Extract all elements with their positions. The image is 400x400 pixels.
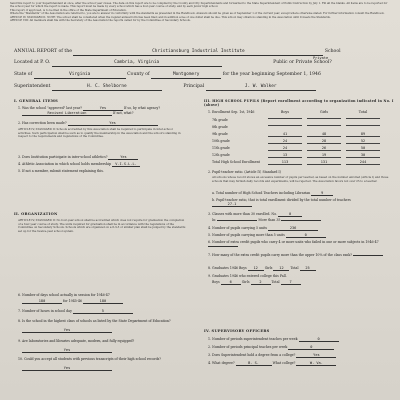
supervisory-q1-label: 1. Number of periods superintendent teaches per week [208,337,298,341]
pupils-q8-label: 8. Graduates 1946 [208,266,238,270]
general-q3-value: Yes [120,155,127,159]
pupils-q2-paragraph: All schools whose record shows an excessive number of pupils per teacher, as based on the number enrolled (Article I) and those schools that may furnish daily records and experiments, will be rejected. The Association favors not over 25 to a teacher. [212,175,389,183]
pupils-q7-field[interactable] [353,255,383,256]
enrollment-girls-cell[interactable]: 48 [307,132,341,137]
pupils-q5-field[interactable] [286,233,326,238]
organization-q7-field[interactable] [73,309,133,314]
pupils-q9-total-field[interactable] [281,280,301,285]
general-q1b-field[interactable] [22,111,112,116]
pupils-q9-total-value: 7 [289,280,292,284]
school-name-field[interactable] [73,49,323,56]
enrollment-total-total-cell[interactable]: 244 [346,160,380,165]
enrollment-total-boys-cell[interactable]: 113 [268,160,302,165]
general-q3 [18,155,138,160]
enrollment-boys-cell[interactable]: 24 [268,146,302,151]
organization-q9 [18,339,188,343]
location-field[interactable] [52,60,222,67]
enrollment-girls-cell[interactable] [307,118,341,119]
general-q2-label: 2. Has correction been made? [18,121,67,125]
organization-q9-value: Yes [63,348,71,352]
organization-q6-a-field[interactable] [22,299,62,304]
general-q1-value: Yes [99,106,107,110]
pupils-q7 [208,253,390,257]
superintendent-value: H. C. Shelborne [87,84,127,89]
enrollment-girls-cell[interactable]: 19 [307,153,341,158]
school-year-label: for the year beginning September 1, 1946 [222,72,321,77]
organization-q7-value: 5 [101,309,104,313]
column-total-header: Total [358,110,368,114]
pupils-q9-total-label: Total [271,280,280,284]
general-article-text [18,128,186,139]
column-boys-header: Boys [280,110,290,114]
instructions-line: This report, if approved, is to be filed in the office of the State Department of Education. [10,8,127,12]
public-private-label: Public or Private School? [273,60,332,65]
principal-field[interactable] [206,84,316,91]
supervisory-q3-field[interactable] [296,353,336,358]
general-article-paragraph: ARTICLE IV, STANDARD II: Schools accredited by this Association shall be required to participate in inter-school activities. Such participation shall be such as to qualify the membership in the Association and the school's standing in respect to the requirements and regulations of the Committee. [18,127,181,138]
enrollment-boys-cell[interactable] [268,125,302,126]
pupils-q9-boys-label: Boys [212,280,220,284]
pupils-q8-boys-value: 12 [253,266,258,270]
general-q4-value: V.I.S.L.L. [115,162,137,166]
school-label: School [324,49,341,54]
pupils-q8-total-label: Total [290,266,299,270]
general-q4 [18,162,140,167]
organization-q6-b-label: for 1945-46 [63,299,82,303]
supervisory-q4-b-label: What college? [272,361,296,365]
supervisory-q4-field[interactable] [236,361,272,366]
location-label: Located at P. O. [14,60,51,65]
supervisory-q4-b-value: W. Va. [309,361,323,365]
principal-value: J. W. Walker [244,84,277,89]
organization-q8-label: 8. Is the school in the highest class of schools as listed by the State Department of Education? [18,319,171,323]
supervisory-q2-field[interactable] [288,345,334,350]
supervisory-q4 [208,361,336,366]
enrollment-total-cell[interactable] [346,118,380,119]
general-q2-field[interactable] [68,121,158,126]
supervisory-q4-b-field[interactable] [296,361,336,366]
pupils-q3-c-field[interactable] [281,220,321,221]
pupils-q8-boys-label: Boys [238,266,247,270]
column-girls-header: Girls [319,110,329,114]
instructions-line: Send this report to your Superintendent at once, after the school year closes. The data on this report are to be compiled by the County and City Superintendents and forwarded to the State Superintendent of Public Instruction by July 1. Fill all the blanks. All items are to be reported for the school year for which the report is made. This report must be made by every school which has a four-year course of study, and by each junior high school. [10,2,388,9]
county-value: Montgomery [173,72,200,77]
general-q5-label: 5. If not a member, submit statement explaining this. [18,169,104,173]
organization-q8 [18,319,188,323]
state-label: State of [14,72,33,77]
general-q2 [18,121,158,126]
organization-q6-a-value: 180 [38,299,46,303]
supervisory-q4-label: 4. What degree? [208,361,235,365]
pupils-q3-b-field[interactable] [217,220,257,221]
enrollment-girls-cell[interactable]: 28 [307,139,341,144]
organization-q10-label: 10. Could you accept all students with previous transcripts of their high school records? [18,357,161,361]
organization-q10-answer-row [22,366,112,371]
location-value: Cambria, Virginia [114,60,160,65]
pupils-q2b [212,198,390,207]
state-county-row [14,72,321,79]
general-q1-note: If not, what? [113,111,134,115]
supervisory-q1-field[interactable] [299,337,339,342]
pupils-q7-label: 7. How many of the extra credit pupils carry more than the upper 10% of the class rank? [208,253,352,257]
pupils-q8-girls-value: 12 [279,266,284,270]
organization-q10-field[interactable] [22,366,112,371]
general-q3-field[interactable] [108,155,138,160]
organization-q6 [18,293,110,297]
pupils-q8 [208,266,316,271]
enrollment-grade-label: 9th grade [212,132,228,136]
enrollment-total-label: Total High School Enrollment [212,160,260,164]
organization-article-text [18,219,186,233]
supervisory-q2-label: 2. Number of periods principal teaches per week [208,345,288,349]
pupils-q9-values [212,280,301,285]
organization-q8-answer-row [22,328,112,333]
pupils-q9-boys-field[interactable] [221,280,241,285]
pupils-q8-girls-field[interactable] [273,266,289,271]
pupils-q3 [208,212,302,217]
organization-q10 [18,357,188,361]
section-supervisory-heading: IV. SUPERVISORY OFFICERS [204,329,270,333]
superintendent-label: Superintendent [14,84,51,89]
pupils-q9-girls-value: 2 [259,280,262,284]
enrollment-grade-label: 12th grade [212,153,230,157]
enrollment-total-girls-cell[interactable]: 131 [307,160,341,165]
section-general-heading: I. GENERAL ITEMS [14,99,59,103]
pupils-q4-value: 236 [289,226,297,230]
enrollment-boys-cell[interactable]: 13 [268,153,302,158]
organization-q8-field[interactable] [22,328,112,333]
state-field[interactable] [34,72,126,79]
pupils-q8-girls-label: Girls [264,266,273,270]
instructions-line: ARTICLE IV. STANDARD II. NOTE: The school shall be considered when the regular annual form has been filed; and in addition a fee of one dollar shall be due. This school may obtain no standing in the Association until it meets the Standards. [10,15,331,19]
section-pupils-heading: III. HIGH SCHOOL PUPILS (Report enrollment according to organization indicated in No. I (above) [204,99,394,107]
supervisory-q3 [208,353,336,358]
pupils-q9-boys-value: 6 [229,280,232,284]
pupils-q5 [208,233,326,238]
instructions-line: ARTICLE VIII: All members shall file with the Secretary of the Association the reports called for by the Committee of Secondary Schools. [10,19,191,23]
enrollment-grade-label: 8th grade [212,125,228,129]
pupils-q2a-field[interactable] [311,191,333,196]
pupils-q2a-label: a. Total number of High School Teachers including Librarian [212,191,311,195]
organization-q9-field[interactable] [22,348,112,353]
enrollment-total-cell[interactable] [346,125,380,126]
enrollment-total-cell[interactable]: 30 [346,153,380,158]
organization-q7-label: 7. Number of hours in school day [18,309,72,313]
pupils-q4-field[interactable] [268,226,318,231]
pupils-q3-c-label: More than 35 [258,218,281,222]
report-title-row [14,49,341,56]
instructions-line: Where the "Standards" of the Association are referred to, you are to answer in conformity with the standards as presented in the Handbook. Answers should be given as of September 1 of the current year, except where otherwise stated. For further information consult the Handbook. [10,12,385,16]
organization-q6-b-field[interactable] [83,299,123,304]
pupils-q3-b-label: In: [212,218,217,222]
supervisory-q3-label: 3. Does Superintendent hold a degree from a college? [208,353,296,357]
pupils-q2b-label: b. Pupil-teacher ratio, that is total enrollment divided by the total number of teachers [212,198,351,202]
pupils-q8-total-field[interactable] [300,266,316,271]
general-q4-field[interactable] [112,162,140,167]
school-name-value: Christiansburg Industrial Institute [152,49,245,54]
pupils-q2a [212,191,333,196]
public-private-answer: Private [313,56,329,60]
pupils-q3-label: 3. Classes with more than 30 enrolled. No. [208,212,278,216]
pupils-q3-field[interactable] [278,212,302,217]
pupils-q3-value: 0 [289,212,292,216]
pupils-q5-value: 0 [304,233,307,237]
pupils-q8-boys-field[interactable] [248,266,264,271]
enrollment-grade-label: 7th grade [212,118,228,122]
pupils-q2-label: 2. Pupil-teacher ratio. (Article IV, Standard I) [208,170,281,174]
organization-q6-values [22,299,123,304]
pupils-q4 [208,226,318,231]
organization-q9-label: 9. Are laboratories and libraries adequate, modern, and fully equipped? [18,339,135,343]
officials-row [14,84,316,91]
enrollment-total-cell[interactable]: 52 [346,139,380,144]
enrollment-grade-label: 10th grade [212,139,230,143]
general-q4-label: 4. Athletic Association in which school holds membership [18,162,112,166]
supervisory-q1-value: 0 [317,337,320,341]
pupils-q9-girls-label: Girls [241,280,250,284]
pupils-q6 [208,240,390,248]
state-value: Virginia [69,72,91,77]
enrollment-boys-cell[interactable]: 41 [268,132,302,137]
pupils-q6-field[interactable] [208,246,238,247]
supervisory-q2 [208,345,334,350]
report-title-label: ANNUAL REPORT of the [14,49,72,54]
pupils-q2-text [212,176,390,183]
general-q1b [22,111,133,116]
pupils-q9-label: 9. Graduates 1946 who entered college this Fall. [208,274,287,278]
supervisory-q2-value: 0 [310,345,313,349]
general-q5 [18,169,104,173]
pupils-q9 [208,274,287,278]
organization-q8-value: Yes [63,328,71,332]
principal-label: Principal [183,84,205,89]
organization-q9-answer-row [22,348,112,353]
county-field[interactable] [151,72,221,79]
general-q1b-label: If so, by what agency? [123,106,161,110]
organization-q6-label: 6. Number of days school actually in session for 1946-47 [18,293,110,297]
general-q3-label: 3. Does Institution participate in inter-school athletics? [18,155,108,159]
instructions-block [10,2,390,22]
supervisory-q3-value: Yes [313,353,320,357]
supervisory-q4-value: B. S. [248,361,259,365]
organization-article-paragraph: ARTICLE IV, STANDARD II: No four-year school shall be accredited which does not require for graduation the completion of a four-year course of study. The units required for graduation shall be in accordance with the regulations of the Committee on Secondary Schools. Schools which are organized on a 6-3-3 or similar plan shall be judged by the standards set up for the twelve-year school system. [18,218,186,233]
enrollment-label: 1. Enrollment Sep. 1st, 1946 [208,110,255,114]
general-q1b-value: Revised Liberation [47,111,87,115]
enrollment-boys-cell[interactable]: 24 [268,139,302,144]
organization-q6-b-value: 180 [99,299,107,303]
enrollment-girls-cell[interactable]: 26 [307,146,341,151]
general-q1-label: 1. Was the school "approved" last year? [18,106,82,110]
supervisory-q1 [208,337,339,342]
pupils-q2b-value: 27.1 [227,202,237,207]
pupils-q2a-value: 9 [321,191,324,195]
enrollment-boys-cell[interactable] [268,118,302,119]
pupils-q6-label: 6. Number of extra credit pupils who carry 4 or more units who failed in one or more subjects in 1946-47 [208,240,379,244]
organization-q10-value: Yes [63,366,71,370]
pupils-q5-label: 5. Number of pupils carrying more than 5 units [208,233,285,237]
organization-q7 [18,309,133,314]
pupils-q2b-field[interactable] [212,202,252,207]
pupils-q4-label: 4. Number of pupils carrying 5 units [208,226,268,230]
enrollment-girls-cell[interactable] [307,125,341,126]
superintendent-field[interactable] [52,84,162,91]
pupils-q3-more [212,218,321,222]
pupils-q8-total-value: 25 [305,266,310,270]
enrollment-total-cell[interactable]: 50 [346,146,380,151]
section-organization-heading: II. ORGANIZATION [14,212,58,216]
county-label: County of [127,72,150,77]
general-q2-value: Yes [109,121,116,125]
enrollment-total-cell[interactable]: 89 [346,132,380,137]
enrollment-grade-label: 11th grade [212,146,230,150]
pupils-q9-girls-field[interactable] [251,280,271,285]
location-row [14,60,332,67]
